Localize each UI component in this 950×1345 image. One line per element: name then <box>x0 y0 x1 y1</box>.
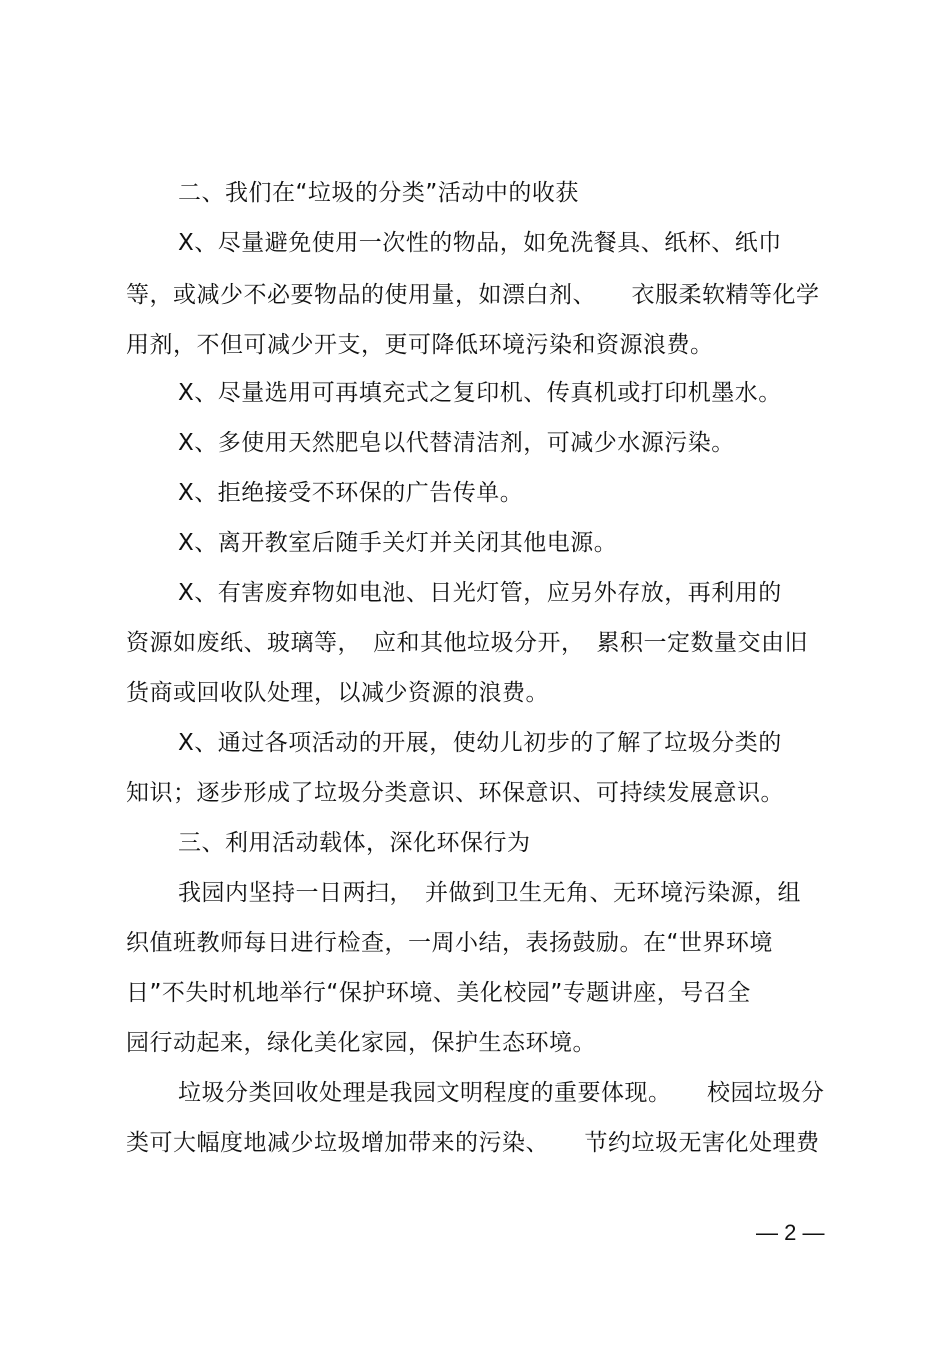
paragraph-line: 知识；逐步形成了垃圾分类意识、环保意识、可持续发展意识。 <box>126 780 784 806</box>
section-heading-2: 二、我们在“垃圾的分类”活动中的收获 <box>178 180 579 206</box>
section-heading-3: 三、利用活动载体，深化环保行为 <box>178 830 531 856</box>
paragraph-line: 垃圾分类回收处理是我园文明程度的重要体现。 校园垃圾分 <box>178 1080 825 1106</box>
paragraph-line: 日”不失时机地举行“保护环境、美化校园”专题讲座，号召全 <box>126 980 751 1006</box>
paragraph-line: 等，或减少不必要物品的使用量，如漂白剂、 衣服柔软精等化学 <box>126 282 820 308</box>
paragraph-line: 园行动起来，绿化美化家园，保护生态环境。 <box>126 1030 596 1056</box>
paragraph-line: X、离开教室后随手关灯并关闭其他电源。 <box>178 530 618 556</box>
paragraph-line: X、拒绝接受不环保的广告传单。 <box>178 480 524 506</box>
paragraph-line: X、尽量选用可再填充式之复印机、传真机或打印机墨水。 <box>178 380 782 406</box>
paragraph-line: 用剂，不但可减少开支，更可降低环境污染和资源浪费。 <box>126 332 714 358</box>
paragraph-line: 织值班教师每日进行检查，一周小结，表扬鼓励。在“世界环境 <box>126 930 773 956</box>
paragraph-line: X、尽量避免使用一次性的物品，如免洗餐具、纸杯、纸巾 <box>178 230 782 256</box>
page-number: — 2 — <box>756 1220 825 1245</box>
paragraph-line: 类可大幅度地减少垃圾增加带来的污染、 节约垃圾无害化处理费 <box>126 1130 820 1156</box>
paragraph-line: 货商或回收队处理，以减少资源的浪费。 <box>126 680 549 706</box>
paragraph-line: X、有害废弃物如电池、日光灯管，应另外存放，再利用的 <box>178 580 782 606</box>
paragraph-line: 资源如废纸、玻璃等， 应和其他垃圾分开， 累积一定数量交由旧 <box>126 630 808 656</box>
paragraph-line: 我园内坚持一日两扫， 并做到卫生无角、无环境污染源，组 <box>178 880 801 906</box>
paragraph-line: X、通过各项活动的开展，使幼儿初步的了解了垃圾分类的 <box>178 730 782 756</box>
paragraph-line: X、多使用天然肥皂以代替清洁剂，可减少水源污染。 <box>178 430 735 456</box>
